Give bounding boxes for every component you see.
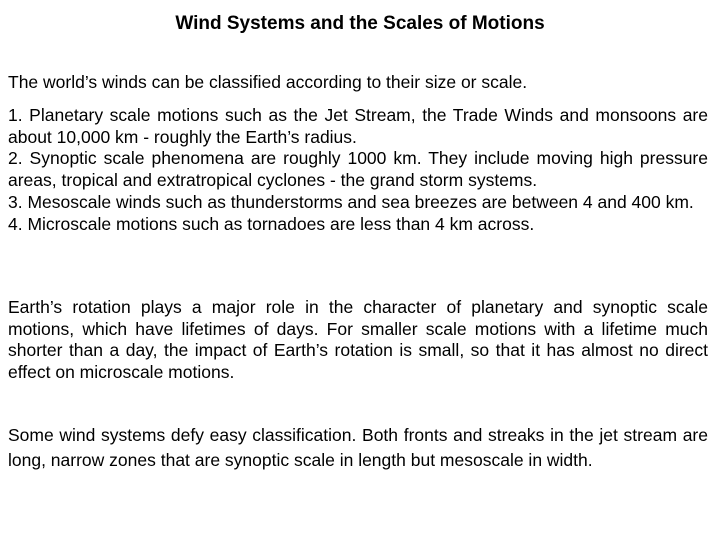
scale-item-microscale: 4. Microscale motions such as tornadoes are less than 4 km across. [8,213,535,234]
rotation-paragraph: Earth’s rotation plays a major role in the character of planetary and synoptic scale motions, which have lifetimes of days. For smaller scale motions with a lifetime much shorter than a day, the impact of Earth’s rotation is small, so that it has almost no direct effect on microscale motions. [8,297,708,383]
slide-title: Wind Systems and the Scales of Motions [175,13,545,34]
scale-item-planetary: 1. Planetary scale motions such as the Jet Stream, the Trade Winds and monsoons are about 10,000 km - roughly the Earth’s radius. [8,105,708,147]
scales-list [8,105,708,235]
scale-item-synoptic: 2. Synoptic scale phenomena are roughly 1000 km. They include moving high pressure areas, tropical and extratropical cyclones - the grand storm systems. [8,148,708,191]
intro-text: The world’s winds can be classified according to their size or scale. [8,72,528,92]
scale-item-mesoscale: 3. Mesoscale winds such as thunderstorms and sea breezes are between 4 and 400 km. [8,191,694,212]
classification-paragraph: Some wind systems defy easy classification. Both fronts and streaks in the jet stream are long, narrow zones that are synoptic scale in length but mesoscale in width. [8,425,708,470]
